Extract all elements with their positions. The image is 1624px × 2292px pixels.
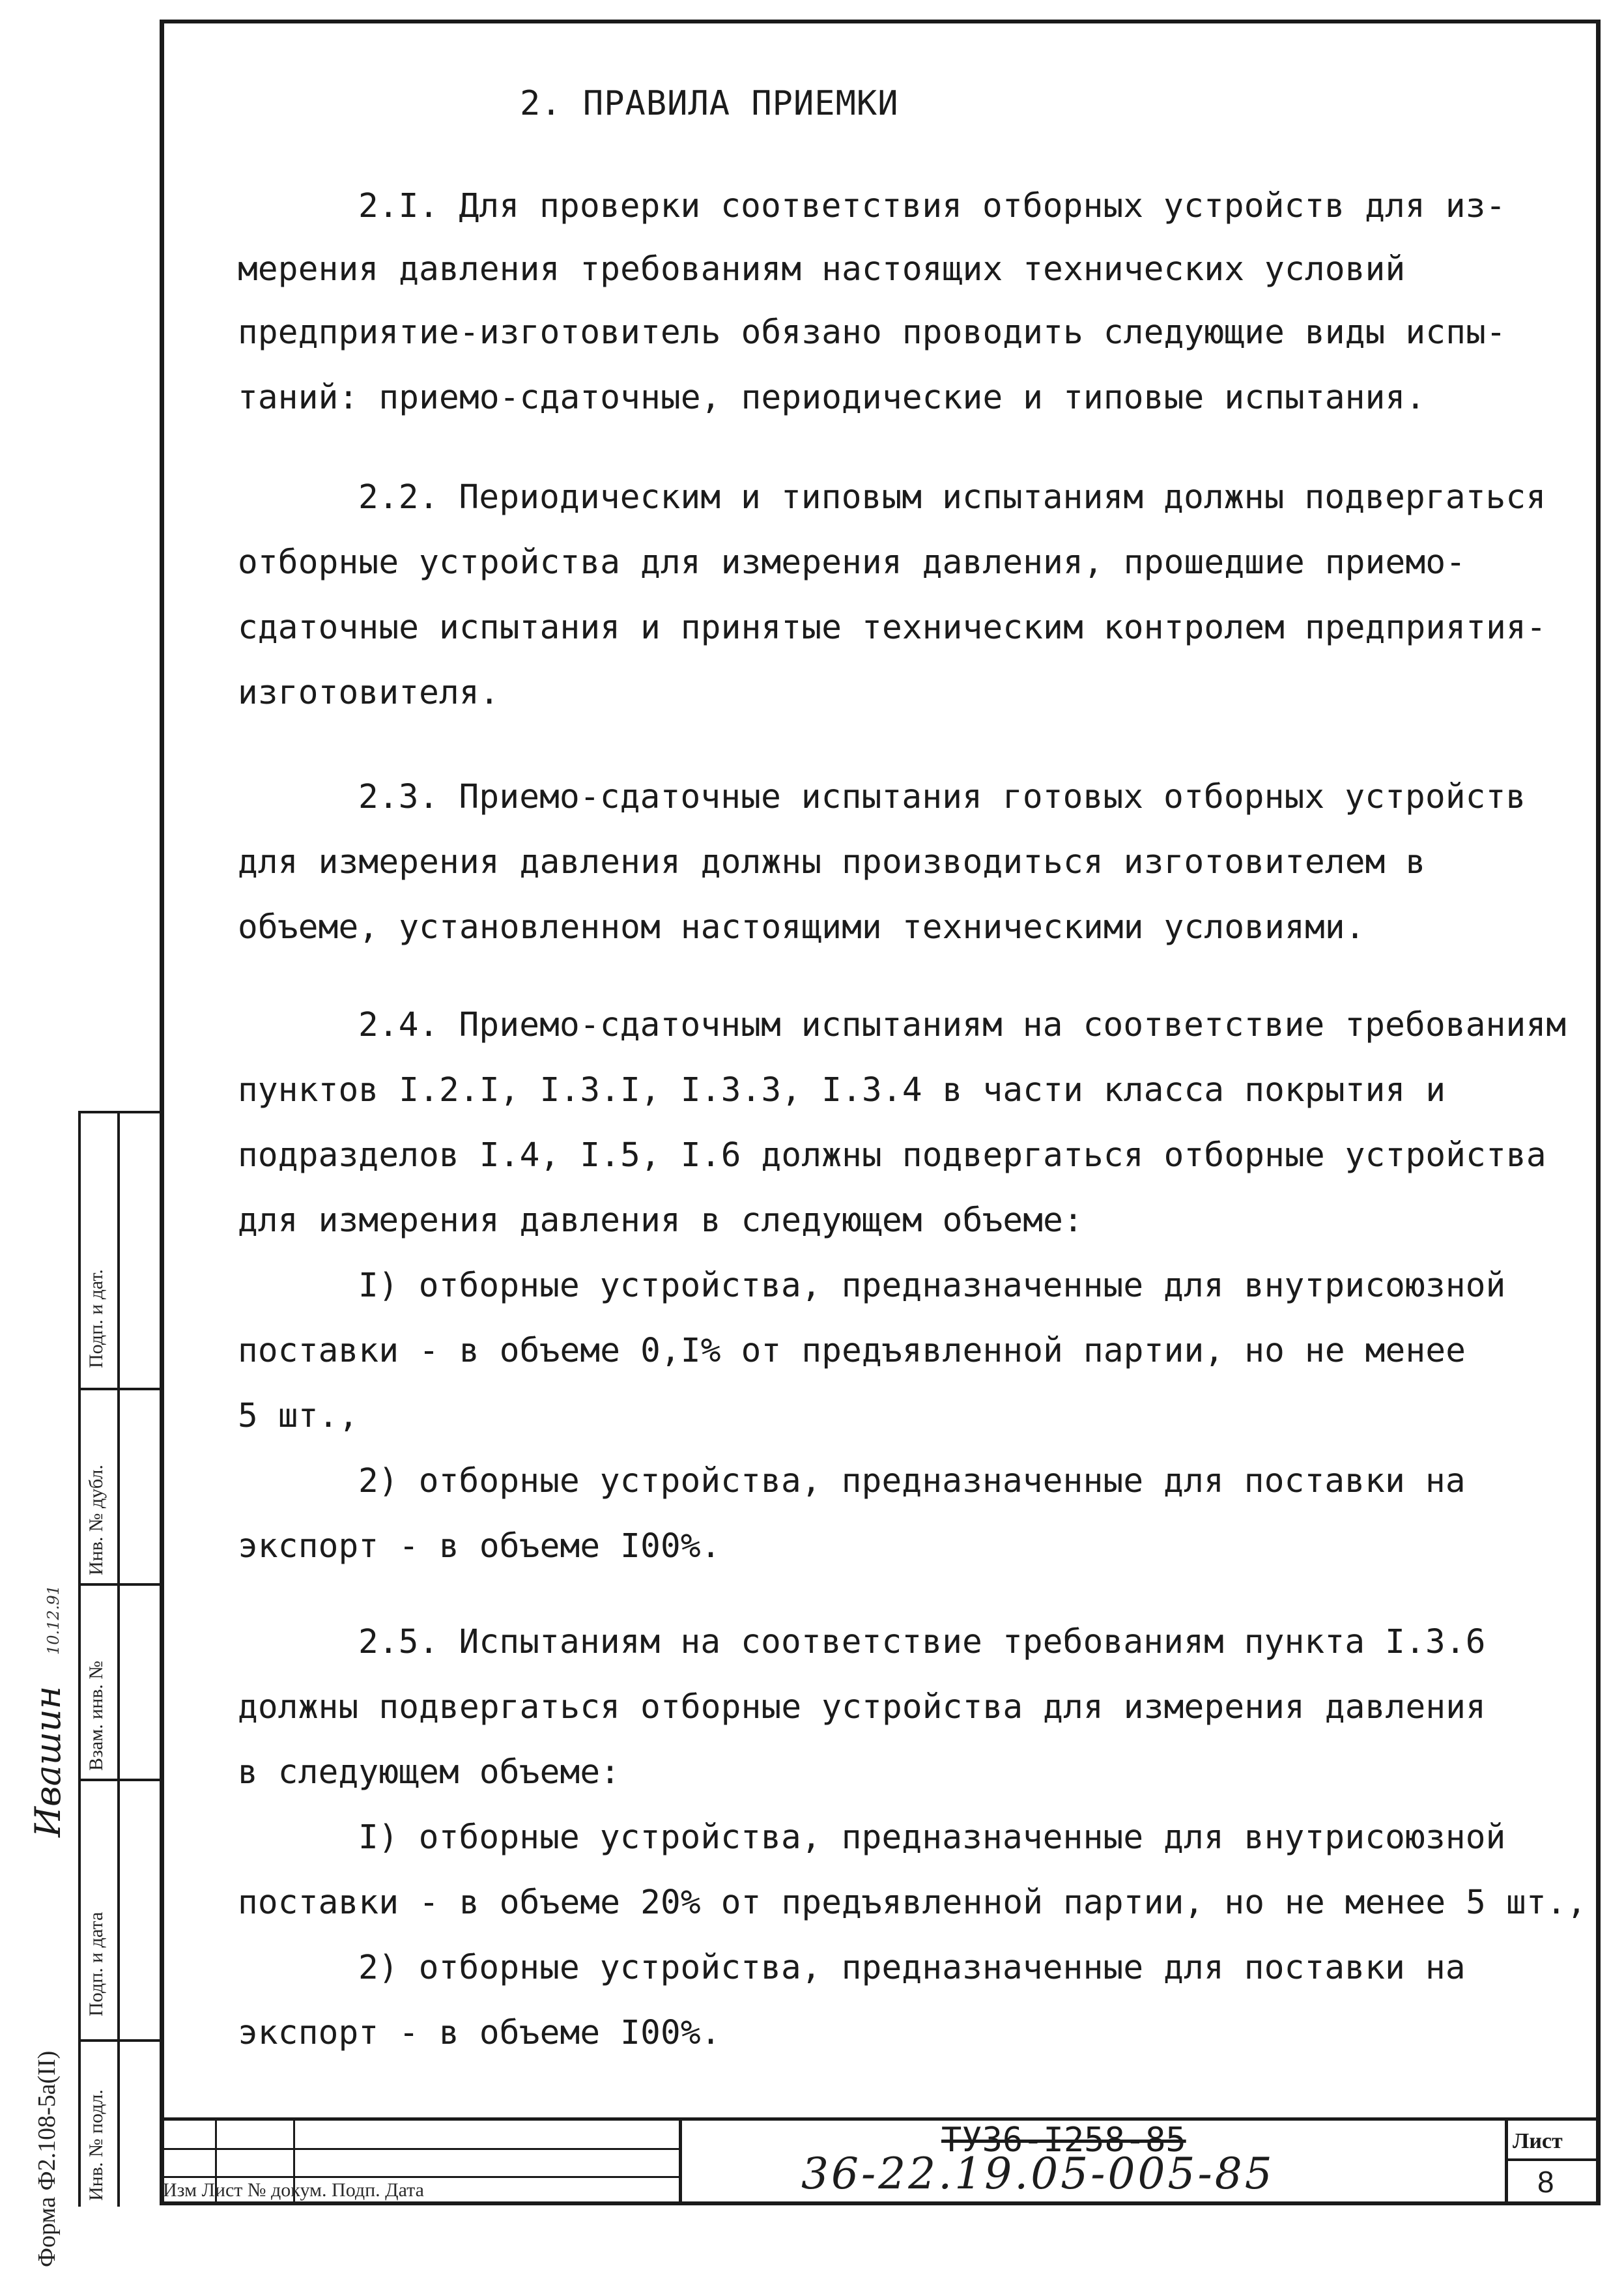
section-heading: 2. ПРАВИЛА ПРИЕМКИ [520,84,899,123]
sheet-label: Лист [1513,2129,1563,2153]
sheet-number: 8 [1537,2165,1554,2199]
text-line: 2.I. Для проверки соответствия отборных устройств для из- [358,187,1506,225]
margin-label: Инв. № дубл. [85,1465,107,1575]
text-line: объеме, установленном настоящими техническими условиями. [238,908,1365,947]
text-line: поставки - в объеме 0,I% от предъявленной партии, но не менее [238,1332,1466,1370]
text-line: для измерения давления должны производиться изготовителем в [238,843,1426,881]
text-line: 2.4. Приемо-сдаточным испытаниям на соответствие требованиям [358,1006,1567,1044]
text-line: 2.2. Периодическим и типовым испытаниям должны подвергаться [358,478,1546,517]
document-number-handwritten: 36-22.19.05-005-85 [801,2149,1275,2199]
text-line: сдаточные испытания и принятые техническим контролем предприятия- [238,609,1546,647]
text-line: изготовителя. [238,674,500,712]
margin-label: Взам. инв. № [85,1660,107,1771]
text-line: 5 шт., [238,1397,359,1435]
text-line: экспорт - в объеме I00%. [238,1527,721,1566]
text-line: таний: приемо-сдаточные, периодические и типовые испытания. [238,379,1426,417]
text-line: поставки - в объеме 20% от предъявленной партии, но не менее 5 шт., [238,1884,1587,1922]
text-line: I) отборные устройства, предназначенные для внутрисоюзной [358,1267,1506,1305]
text-line: отборные устройства для измерения давления, прошедшие приемо- [238,543,1466,582]
document-number: ТУ36-I258-85 [941,2121,1186,2160]
text-line: мерения давления требованиям настоящих технических условий [238,250,1406,289]
text-line: 2) отборные устройства, предназначенные для поставки на [358,1462,1466,1500]
form-label: Форма Ф2.108-5а(II) [33,2050,61,2267]
text-line: должны подвергаться отборные устройства для измерения давления [238,1688,1487,1726]
margin-label: Инв. № подл. [85,2089,107,2201]
margin-label: Подп. и дата [85,1912,107,2016]
text-line: 2.5. Испытаниям на соответствие требованиям пункта I.3.6 [358,1623,1486,1661]
margin-label: Подп. и дат. [85,1269,107,1368]
text-line: пунктов I.2.I, I.3.I, I.3.3, I.3.4 в части класса покрытия и [238,1071,1446,1110]
signature: Ивашин [27,1685,68,1837]
stamp-column-labels: Изм Лист № докум. Подп. Дата [163,2179,424,2201]
text-line: в следующем объеме: [238,1753,621,1792]
text-line: предприятие-изготовитель обязано проводить следующие виды испы- [238,313,1506,352]
text-line: 2.3. Приемо-сдаточные испытания готовых отборных устройств [358,778,1526,816]
text-line: подразделов I.4, I.5, I.6 должны подвергаться отборные устройства [238,1136,1546,1175]
text-line: 2) отборные устройства, предназначенные для поставки на [358,1949,1466,1987]
signature-date: 10.12.91 [44,1585,63,1655]
text-line: экспорт - в объеме I00%. [238,2014,721,2052]
text-line: I) отборные устройства, предназначенные для внутрисоюзной [358,1818,1506,1857]
text-line: для измерения давления в следующем объеме: [238,1201,1083,1240]
